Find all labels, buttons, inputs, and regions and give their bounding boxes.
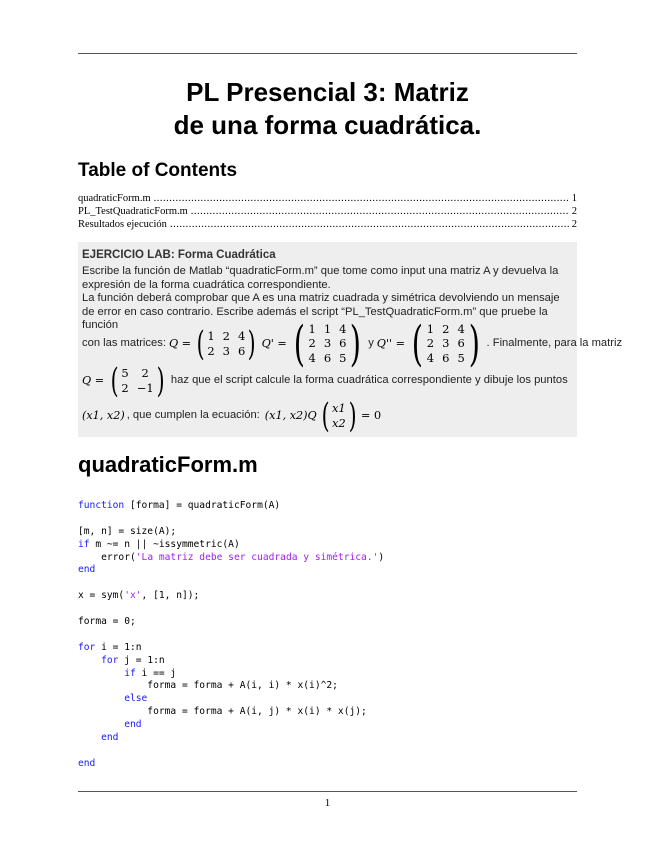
top-rule [78,53,577,54]
matrix-cell: 6 [457,336,465,351]
code-token: x = sym( [78,590,125,602]
matrix-cell: 5 [457,350,465,365]
code-line [78,513,577,526]
q-final-matrix: ( 5 2 2 −1 ) [110,361,165,401]
x-vector-body [332,399,346,433]
code-string: 'La matriz debe ser cuadrada y simétrica.' [135,551,379,563]
matrix-cell: 5 [121,366,129,380]
exercise-matrices-line [82,316,623,372]
toc-leader-dots [154,193,569,204]
code-line [78,526,577,539]
matrix-cell: 2 [121,380,129,395]
matrix-cell: 2 [308,336,316,351]
code-token: error( [78,551,136,563]
code-line [78,758,577,771]
code-keyword: if [78,538,90,550]
matrix-cell: 4 [308,350,316,365]
code-line [78,745,577,758]
q-matrix: ( 1 2 4 2 3 6 ) [196,324,256,364]
q-final-matrix-body [121,364,153,398]
code-string: 'x' [124,590,142,602]
matrix-cell: 6 [339,336,347,351]
title-line-2: de una forma cuadrática. [173,110,482,140]
matrix-cell: 4 [457,321,465,336]
equation-rhs: = 0 [361,409,382,423]
matrix-cell: 2 [426,336,435,351]
matrix-cell: 2 [207,343,215,358]
code-line [78,655,577,668]
page-title [78,76,577,142]
code-line [78,642,577,655]
q-final-label: Q = [82,374,105,388]
code-block [78,500,577,771]
code-line [78,706,577,719]
page-number: 1 [324,797,331,809]
point-pair: (x1, x2) [82,409,125,423]
code-line [78,603,577,616]
exercise-heading: EJERCICIO LAB: Forma Cuadrática [82,249,276,261]
toc-entry[interactable] [78,193,577,206]
exercise-final-matrix-line [82,361,573,401]
code-line [78,577,577,590]
matrix-cell: 3 [222,343,230,358]
matrix-cell: 2 [222,329,230,343]
matrix-cell: 3 [442,336,450,351]
matrices-suffix: . Finalmente, para la matriz [486,337,623,350]
qp-label: Q' = [261,337,287,351]
code-line [78,719,577,732]
toc-entry[interactable] [78,219,577,232]
code-line [78,564,577,577]
equation-text: , que cumplen la ecuación: [126,409,260,422]
matrices-prefix: con las matrices: [82,337,166,350]
qp-matrix-body [308,320,346,368]
qpp-matrix-body [427,320,465,368]
matrix-cell: 6 [323,350,332,365]
code-keyword: end [78,564,96,576]
code-token: forma = 0; [78,616,136,628]
code-line [78,539,577,552]
matrix-cell: 6 [442,350,450,365]
matrix-cell: 2 [442,321,450,336]
toc-entry-page: 1 [571,193,577,204]
code-line [78,680,577,693]
toc-entry-label[interactable]: Resultados ejecución [78,219,167,230]
bottom-rule [78,791,577,792]
code-keyword: for [78,641,96,653]
code-token: forma = forma + A(i, i) * x(i)^2; [78,680,338,692]
x-vector-entry: x1 [331,401,346,415]
matrix-cell: −1 [136,380,154,395]
code-keyword: end [78,757,96,769]
code-keyword: if [124,667,136,679]
code-keyword: end [101,732,119,744]
code-line [78,668,577,681]
toc-entry-page: 2 [571,219,577,230]
code-token: m ~= n || ~issymmetric(A) [89,538,240,550]
toc-heading: Table of Contents [78,160,238,181]
toc-entry-label[interactable]: quadraticForm.m [78,193,151,204]
matrix-cell: 2 [141,366,149,380]
matrix-cell: 6 [237,343,246,358]
matrix-cell: 1 [323,321,332,336]
equation-lhs: (x1, x2)Q [264,409,317,423]
matrix-cell: 1 [308,321,316,336]
final-matrix-text: haz que el script calcule la forma cuadrática correspondiente y dibuje los puntos [170,374,568,387]
code-token: i == j [135,667,177,679]
code-token [78,655,101,666]
code-token: forma = forma + A(i, j) * x(i) * x(j); [78,706,367,718]
qpp-label: Q'' = [376,337,406,351]
toc-leader-dots [170,219,569,230]
exercise-paragraph-1: Escribe la función de Matlab “quadraticForm.m” que tome como input una matriz A y devuelva la expresión de la forma cuadrática correspondiente. [82,265,559,291]
code-token [78,668,124,679]
matrices-conj: y [368,337,374,350]
code-token: ) [378,551,385,563]
title-line-1: PL Presencial 3: Matriz [186,77,469,107]
code-line [78,590,577,603]
toc-leader-dots [191,206,569,217]
code-line [78,616,577,629]
exercise-equation-line [82,396,573,436]
table-of-contents [78,193,577,232]
code-keyword: end [124,719,142,731]
q-matrix-body [207,327,245,361]
code-keyword: function [78,500,125,511]
toc-entry-page: 2 [571,206,577,217]
code-line [78,629,577,642]
matrix-cell: 1 [426,321,435,336]
qpp-matrix: ( 1 2 4 2 3 6 4 6 5 ) [411,316,480,372]
matrix-cell: 3 [323,336,332,351]
code-line [78,732,577,745]
exercise-paragraph-2: La función deberá comprobar que A es una matriz cuadrada y simétrica devolviendo un mensaje de error en caso contrario. Escribe además el script “PL_TestQuadraticForm.m” que pruebe la función [82,292,560,331]
qp-matrix: ( 1 1 4 2 3 6 4 6 5 ) [293,316,362,372]
code-token: [forma] = quadraticForm(A) [124,500,281,511]
code-token: , [1, n]); [141,590,200,602]
matrix-cell: 4 [339,321,347,336]
code-token [78,693,124,704]
x-vector-entry: x2 [331,415,346,430]
matrix-cell: 4 [237,329,246,343]
code-token: i = 1:n [95,641,142,653]
code-line [78,693,577,706]
code-token [78,719,124,730]
code-line [78,552,577,565]
code-line [78,500,577,513]
code-token: [m, n] = size(A); [78,525,177,537]
matrix-cell: 5 [339,350,347,365]
code-keyword: else [124,693,148,705]
code-keyword: for [101,654,119,666]
exercise-box [78,242,623,437]
toc-entry-label[interactable]: PL_TestQuadraticForm.m [78,206,188,217]
toc-entry[interactable] [78,206,577,219]
code-token: j = 1:n [118,654,165,666]
matrix-cell: 4 [426,350,435,365]
matrix-cell: 1 [207,329,215,343]
section-heading: quadraticForm.m [78,452,258,477]
q-label: Q = [168,337,192,351]
x-vector: ( x1 x2 ) [321,396,357,436]
code-token [78,732,101,743]
